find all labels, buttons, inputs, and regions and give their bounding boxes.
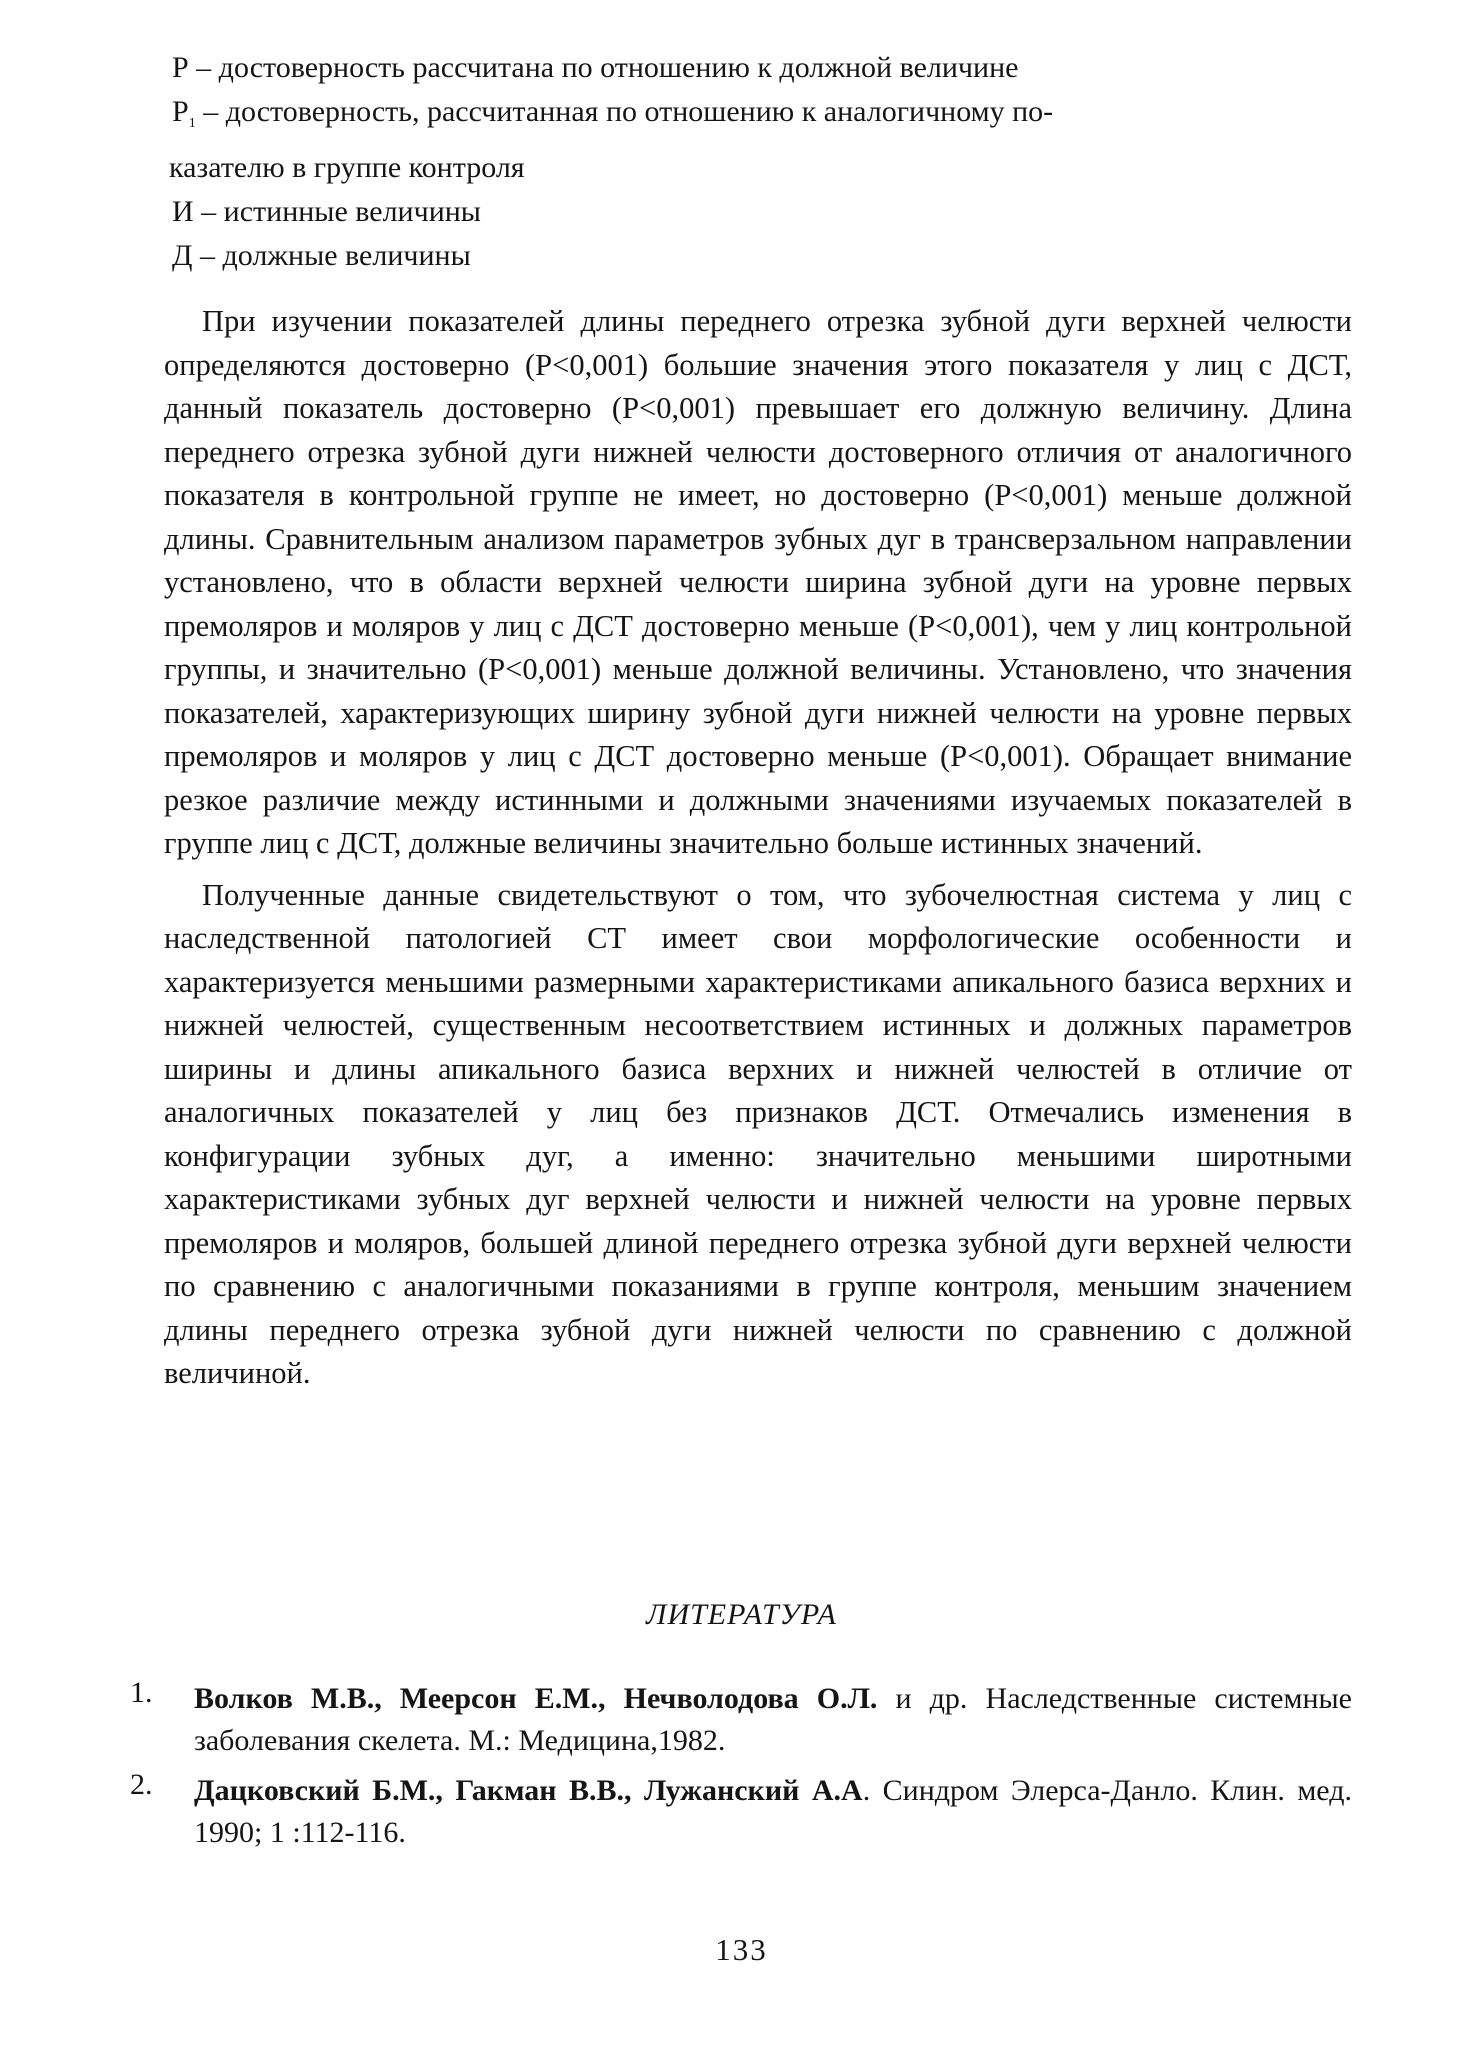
page-number: 133 [715, 1932, 768, 1967]
reference-authors: Волков М.В., Меерсон Е.М., Нечволодова О.Л. [194, 1682, 878, 1715]
legend-d-text: Д – должные величины [172, 239, 471, 272]
legend-item-p1-continuation [169, 146, 1352, 190]
references-heading: ЛИТЕРАТУРА [646, 1598, 837, 1631]
legend-p1-symbol: Р [172, 95, 189, 128]
legend-i-text: И – истинные величины [172, 195, 481, 228]
reference-number: 2. [130, 1768, 153, 1801]
reference-item [130, 1678, 1352, 1762]
body-paragraph: Полученные данные свидетельствуют о том, что зубочелюстная система у лиц с наследственной патологией СТ имеет свои морфологические особенности и характеризуется меньшими размерными характеристиками апикального базиса верхних и нижней челюстей, существенным несоответствием истинных и должных параметров ширины и длины апикального базиса верхних и нижней челюстей в отличие от аналогичных показателей у лиц без признаков ДСТ. Отмечались изменения в конфигурации зубных дуг, а именно: значительно меньшими широтными характеристиками зубных дуг верхней челюсти и нижней челюсти на уровне первых премоляров и моляров, большей длиной переднего отрезка зубной дуги верхней челюсти по сравнению с аналогичными показаниями в группе контроля, меньшим значением длины переднего отрезка зубной дуги нижней челюсти по сравнению с должной величиной. [164, 877, 1352, 1390]
legend-item-p [172, 46, 1352, 90]
main-text [164, 300, 1352, 1396]
legend-item-d [172, 234, 1352, 278]
legend-p1-cont-text: казателю в группе контроля [169, 151, 525, 184]
reference-details: . Синдром Элерса-Данло. Клин. мед. 1990; 1 :112-116. [194, 1774, 1352, 1849]
reference-details: и др. Наследственные системные заболевания скелета. М.: Медицина,1982. [194, 1682, 1353, 1757]
reference-item [130, 1770, 1352, 1854]
legend-p1-text: – достоверность, рассчитанная по отношению к аналогичному по- [195, 95, 1054, 128]
legend-p-text: Р – достоверность рассчитана по отношению к должной величине [172, 51, 1019, 84]
legend-p1-subscript: 1 [188, 116, 196, 131]
references-list [130, 1678, 1352, 1862]
reference-number: 1. [130, 1676, 153, 1709]
body-paragraph: При изучении показателей длины переднего отрезка зубной дуги верхней челюсти определяются достоверно (Р<0,001) большие значения этого показателя у лиц с ДСТ, данный показатель достоверно (Р<0,001) превышает его должную величину. Длина переднего отрезка зубной дуги нижней челюсти достоверного отличия от аналогичного показателя в контрольной группе не имеет, но достоверно (Р<0,001) меньше должной длины. Сравнительным анализом параметров зубных дуг в трансверзальном направлении установлено, что в области верхней челюсти ширина зубной дуги на уровне первых премоляров и моляров у лиц с ДСТ достоверно меньше (Р<0,001), чем у лиц контрольной группы, и значительно (Р<0,001) меньше должной величины. Установлено, что значения показателей, характеризующих ширину зубной дуги нижней челюсти на уровне первых премоляров и моляров у лиц с ДСТ достоверно меньше (Р<0,001). Обращает внимание резкое различие между истинными и должными значениями изучаемых показателей в группе лиц с ДСТ, должные величины значительно больше истинных значений. [164, 304, 1352, 860]
abbreviation-legend [169, 46, 1352, 278]
reference-authors: Дацковский Б.М., Гакман В.В., Лужанский А.А [194, 1774, 863, 1807]
legend-item-i [172, 190, 1352, 234]
legend-item-p1 [172, 90, 1352, 146]
